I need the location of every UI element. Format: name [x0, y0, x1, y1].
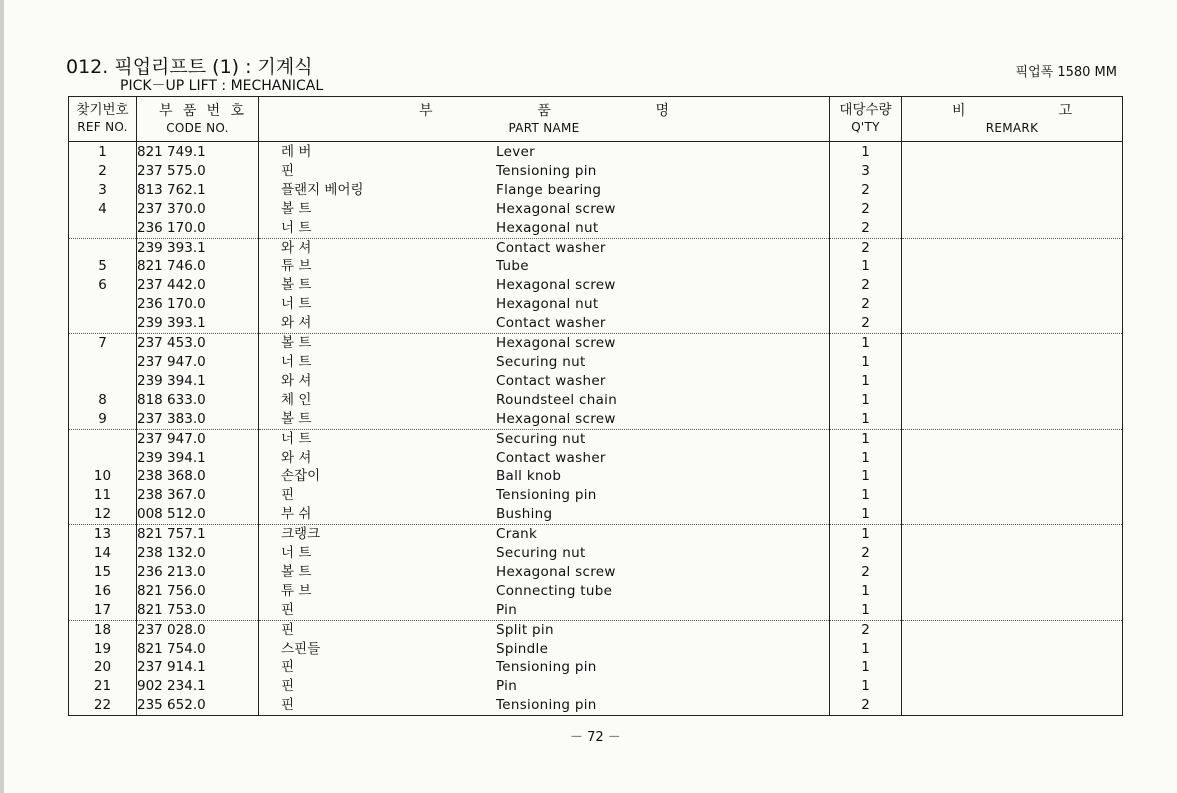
qty-cell: 1	[830, 505, 902, 524]
page-number: － 72 －	[570, 730, 621, 745]
part-name-cell	[259, 677, 830, 696]
part-name-cell	[259, 658, 830, 677]
remark-cell	[902, 276, 1123, 295]
page-subtitle: PICK－UP LIFT : MECHANICAL	[120, 78, 324, 94]
qty-cell: 2	[830, 544, 902, 563]
part-name-korean: 핀	[281, 621, 295, 638]
table-row	[69, 429, 1123, 448]
code-no-cell: 238 132.0	[137, 544, 259, 563]
part-name-cell	[259, 525, 830, 544]
table-header-row	[69, 97, 1123, 142]
part-name-korean: 부 쉬	[281, 506, 312, 523]
part-name-english: Pin	[496, 601, 518, 618]
table-row	[69, 582, 1123, 601]
part-name-cell	[259, 467, 830, 486]
qty-cell: 2	[830, 314, 902, 333]
parts-table	[68, 96, 1123, 716]
part-name-korean: 와 셔	[281, 239, 312, 256]
table-row	[69, 353, 1123, 372]
qty-cell: 1	[830, 334, 902, 353]
part-name-korean: 와 셔	[281, 372, 312, 389]
part-name-korean: 너 트	[281, 296, 312, 313]
ref-no-cell	[69, 353, 137, 372]
remark-cell	[902, 314, 1123, 333]
part-name-korean: 스핀들	[281, 640, 321, 657]
page-title: 012. 픽업리프트 (1) : 기계식	[66, 56, 313, 78]
part-name-korean: 와 셔	[281, 449, 312, 466]
ref-no-cell: 20	[69, 658, 137, 677]
remark-cell	[902, 334, 1123, 353]
code-no-header: 부 품 번 호 CODE NO.	[137, 97, 259, 142]
page-edge	[0, 0, 4, 793]
part-name-cell	[259, 620, 830, 639]
part-name-cell	[259, 142, 830, 162]
qty-cell: 1	[830, 410, 902, 429]
qty-cell: 3	[830, 162, 902, 181]
code-no-cell: 238 368.0	[137, 467, 259, 486]
part-name-english: Hexagonal nut	[496, 296, 599, 313]
part-name-korean: 손잡이	[281, 468, 321, 485]
table-row	[69, 620, 1123, 639]
table-row	[69, 372, 1123, 391]
ref-no-cell	[69, 372, 137, 391]
remark-cell	[902, 429, 1123, 448]
code-no-cell: 237 453.0	[137, 334, 259, 353]
part-name-english: Pin	[496, 678, 518, 695]
code-no-cell: 236 170.0	[137, 295, 259, 314]
qty-cell: 2	[830, 563, 902, 582]
table-row	[69, 658, 1123, 677]
ref-no-cell: 4	[69, 200, 137, 219]
part-name-korean: 핀	[281, 697, 295, 714]
qty-cell: 1	[830, 486, 902, 505]
table-row	[69, 295, 1123, 314]
part-name-cell	[259, 391, 830, 410]
part-name-korean: 핀	[281, 162, 295, 179]
table-row	[69, 238, 1123, 257]
qty-cell: 1	[830, 257, 902, 276]
code-no-cell: 237 383.0	[137, 410, 259, 429]
qty-cell: 1	[830, 582, 902, 601]
remark-cell	[902, 219, 1123, 238]
part-name-english: Contact washer	[496, 239, 606, 256]
pickup-width-label: 픽업폭 1580 MM	[1015, 65, 1117, 80]
ref-no-cell: 21	[69, 677, 137, 696]
code-no-cell: 902 234.1	[137, 677, 259, 696]
part-name-cell	[259, 486, 830, 505]
part-name-korean: 튜 브	[281, 258, 312, 275]
part-name-english: Bushing	[496, 506, 553, 523]
qty-cell: 1	[830, 467, 902, 486]
part-name-cell	[259, 429, 830, 448]
part-name-cell	[259, 353, 830, 372]
part-name-cell	[259, 295, 830, 314]
part-name-cell	[259, 563, 830, 582]
part-name-korean: 핀	[281, 659, 295, 676]
qty-cell: 2	[830, 696, 902, 715]
remark-cell	[902, 601, 1123, 620]
qty-cell: 1	[830, 640, 902, 659]
qty-cell: 1	[830, 525, 902, 544]
table-row	[69, 601, 1123, 620]
ref-no-cell	[69, 314, 137, 333]
table-row	[69, 162, 1123, 181]
code-no-cell: 237 442.0	[137, 276, 259, 295]
part-name-cell	[259, 200, 830, 219]
table-row	[69, 334, 1123, 353]
qty-cell: 1	[830, 391, 902, 410]
part-name-korean: 핀	[281, 601, 295, 618]
ref-no-cell: 6	[69, 276, 137, 295]
part-name-cell	[259, 410, 830, 429]
ref-no-cell: 8	[69, 391, 137, 410]
table-row	[69, 696, 1123, 715]
table-row	[69, 257, 1123, 276]
remark-cell	[902, 181, 1123, 200]
part-name-cell	[259, 219, 830, 238]
part-name-korean: 체 인	[281, 391, 312, 408]
ref-no-cell	[69, 238, 137, 257]
code-no-cell: 821 753.0	[137, 601, 259, 620]
ref-no-cell: 10	[69, 467, 137, 486]
code-no-cell: 821 746.0	[137, 257, 259, 276]
part-name-english: Contact washer	[496, 449, 606, 466]
part-name-cell	[259, 276, 830, 295]
table-row	[69, 563, 1123, 582]
remark-cell	[902, 640, 1123, 659]
part-name-english: Tensioning pin	[496, 487, 597, 504]
part-name-korean: 플랜지 베어링	[281, 181, 364, 198]
part-name-korean: 레 버	[281, 144, 312, 160]
table-row	[69, 276, 1123, 295]
qty-header: 대당수량 Q'TY	[830, 97, 902, 142]
code-no-cell: 239 393.1	[137, 314, 259, 333]
ref-no-cell: 17	[69, 601, 137, 620]
ref-no-cell: 3	[69, 181, 137, 200]
part-name-cell	[259, 601, 830, 620]
part-name-english: Roundsteel chain	[496, 391, 618, 408]
part-name-english: Securing nut	[496, 430, 586, 447]
part-name-english: Spindle	[496, 640, 549, 657]
code-no-cell: 238 367.0	[137, 486, 259, 505]
ref-no-cell	[69, 219, 137, 238]
code-no-cell: 237 028.0	[137, 620, 259, 639]
ref-no-cell: 18	[69, 620, 137, 639]
part-name-english: Crank	[496, 526, 538, 543]
part-name-korean: 볼 트	[281, 410, 312, 427]
remark-cell	[902, 295, 1123, 314]
part-name-header: 부 품 명 PART NAME	[259, 97, 830, 142]
part-name-korean: 볼 트	[281, 563, 312, 580]
part-name-english: Tensioning pin	[496, 162, 597, 179]
remark-cell	[902, 677, 1123, 696]
code-no-cell: 237 947.0	[137, 353, 259, 372]
qty-cell: 2	[830, 276, 902, 295]
part-name-english: Connecting tube	[496, 582, 613, 599]
qty-cell: 1	[830, 677, 902, 696]
ref-no-cell: 11	[69, 486, 137, 505]
ref-no-cell	[69, 429, 137, 448]
code-no-cell: 821 757.1	[137, 525, 259, 544]
ref-no-cell: 1	[69, 142, 137, 162]
part-name-korean: 볼 트	[281, 200, 312, 217]
qty-cell: 1	[830, 372, 902, 391]
code-no-cell: 237 370.0	[137, 200, 259, 219]
table-row	[69, 467, 1123, 486]
qty-cell: 1	[830, 449, 902, 468]
qty-cell: 2	[830, 238, 902, 257]
code-no-cell: 239 394.1	[137, 449, 259, 468]
ref-no-cell: 2	[69, 162, 137, 181]
part-name-english: Flange bearing	[496, 181, 602, 198]
part-name-english: Ball knob	[496, 468, 562, 485]
part-name-cell	[259, 238, 830, 257]
part-name-english: Hexagonal nut	[496, 219, 599, 236]
ref-no-cell: 12	[69, 505, 137, 524]
part-name-english: Tensioning pin	[496, 697, 597, 714]
ref-no-cell: 7	[69, 334, 137, 353]
qty-cell: 2	[830, 181, 902, 200]
code-no-cell: 235 652.0	[137, 696, 259, 715]
table-row	[69, 640, 1123, 659]
part-name-english: Hexagonal screw	[496, 277, 616, 294]
qty-cell: 2	[830, 620, 902, 639]
remark-cell	[902, 525, 1123, 544]
qty-cell: 2	[830, 200, 902, 219]
qty-cell: 1	[830, 601, 902, 620]
code-no-cell: 237 914.1	[137, 658, 259, 677]
ref-no-cell: 22	[69, 696, 137, 715]
remark-cell	[902, 544, 1123, 563]
ref-no-cell: 9	[69, 410, 137, 429]
qty-cell: 1	[830, 353, 902, 372]
part-name-cell	[259, 162, 830, 181]
part-name-korean: 크랭크	[281, 526, 321, 543]
part-name-korean: 핀	[281, 487, 295, 504]
code-no-cell: 239 393.1	[137, 238, 259, 257]
part-name-cell	[259, 314, 830, 333]
ref-no-cell	[69, 295, 137, 314]
qty-cell: 2	[830, 219, 902, 238]
table-row	[69, 314, 1123, 333]
part-name-cell	[259, 372, 830, 391]
table-row	[69, 200, 1123, 219]
table-row	[69, 142, 1123, 162]
part-name-english: Lever	[496, 144, 535, 160]
table-row	[69, 677, 1123, 696]
part-name-cell	[259, 257, 830, 276]
table-row	[69, 525, 1123, 544]
remark-cell	[902, 620, 1123, 639]
remark-cell	[902, 505, 1123, 524]
part-name-english: Contact washer	[496, 372, 606, 389]
ref-no-cell: 15	[69, 563, 137, 582]
code-no-cell: 818 633.0	[137, 391, 259, 410]
table-row	[69, 181, 1123, 200]
part-name-english: Contact washer	[496, 315, 606, 332]
part-name-english: Hexagonal screw	[496, 563, 616, 580]
code-no-cell: 821 756.0	[137, 582, 259, 601]
part-name-english: Split pin	[496, 621, 554, 638]
part-name-korean: 볼 트	[281, 335, 312, 352]
remark-cell	[902, 449, 1123, 468]
part-name-cell	[259, 582, 830, 601]
part-name-cell	[259, 640, 830, 659]
part-name-korean: 너 트	[281, 219, 312, 236]
part-name-korean: 와 셔	[281, 315, 312, 332]
remark-cell	[902, 353, 1123, 372]
table-row	[69, 219, 1123, 238]
ref-no-cell: 5	[69, 257, 137, 276]
code-no-cell: 237 575.0	[137, 162, 259, 181]
remark-cell	[902, 410, 1123, 429]
remark-cell	[902, 142, 1123, 162]
code-no-cell: 008 512.0	[137, 505, 259, 524]
code-no-cell: 821 749.1	[137, 142, 259, 162]
remark-cell	[902, 372, 1123, 391]
part-name-cell	[259, 696, 830, 715]
remark-cell	[902, 467, 1123, 486]
ref-no-cell: 14	[69, 544, 137, 563]
ref-no-cell: 13	[69, 525, 137, 544]
part-name-korean: 핀	[281, 678, 295, 695]
qty-cell: 2	[830, 295, 902, 314]
code-no-cell: 236 213.0	[137, 563, 259, 582]
ref-no-cell: 19	[69, 640, 137, 659]
part-name-korean: 너 트	[281, 545, 312, 562]
ref-no-cell: 16	[69, 582, 137, 601]
remark-cell	[902, 486, 1123, 505]
part-name-korean: 볼 트	[281, 277, 312, 294]
part-name-english: Tube	[496, 258, 529, 275]
part-name-english: Hexagonal screw	[496, 410, 616, 427]
part-name-english: Hexagonal screw	[496, 200, 616, 217]
remark-cell	[902, 162, 1123, 181]
remark-cell	[902, 238, 1123, 257]
table-row	[69, 449, 1123, 468]
remark-header: 비 고 REMARK	[902, 97, 1123, 142]
remark-cell	[902, 696, 1123, 715]
qty-cell: 1	[830, 429, 902, 448]
part-name-korean: 튜 브	[281, 582, 312, 599]
part-name-korean: 너 트	[281, 353, 312, 370]
part-name-english: Hexagonal screw	[496, 335, 616, 352]
table-row	[69, 544, 1123, 563]
remark-cell	[902, 391, 1123, 410]
qty-cell: 1	[830, 658, 902, 677]
code-no-cell: 237 947.0	[137, 429, 259, 448]
part-name-cell	[259, 544, 830, 563]
parts-table-body	[69, 142, 1123, 716]
part-name-english: Tensioning pin	[496, 659, 597, 676]
ref-no-cell	[69, 449, 137, 468]
part-name-english: Securing nut	[496, 353, 586, 370]
table-row	[69, 505, 1123, 524]
code-no-cell: 813 762.1	[137, 181, 259, 200]
table-row	[69, 410, 1123, 429]
remark-cell	[902, 658, 1123, 677]
table-row	[69, 486, 1123, 505]
part-name-cell	[259, 449, 830, 468]
part-name-cell	[259, 505, 830, 524]
part-name-korean: 너 트	[281, 430, 312, 447]
part-name-cell	[259, 334, 830, 353]
qty-cell: 1	[830, 142, 902, 162]
remark-cell	[902, 563, 1123, 582]
code-no-cell: 239 394.1	[137, 372, 259, 391]
code-no-cell: 236 170.0	[137, 219, 259, 238]
remark-cell	[902, 582, 1123, 601]
part-name-cell	[259, 181, 830, 200]
remark-cell	[902, 200, 1123, 219]
code-no-cell: 821 754.0	[137, 640, 259, 659]
remark-cell	[902, 257, 1123, 276]
part-name-english: Securing nut	[496, 545, 586, 562]
ref-no-header: 찾기번호 REF NO.	[69, 97, 137, 142]
table-row	[69, 391, 1123, 410]
